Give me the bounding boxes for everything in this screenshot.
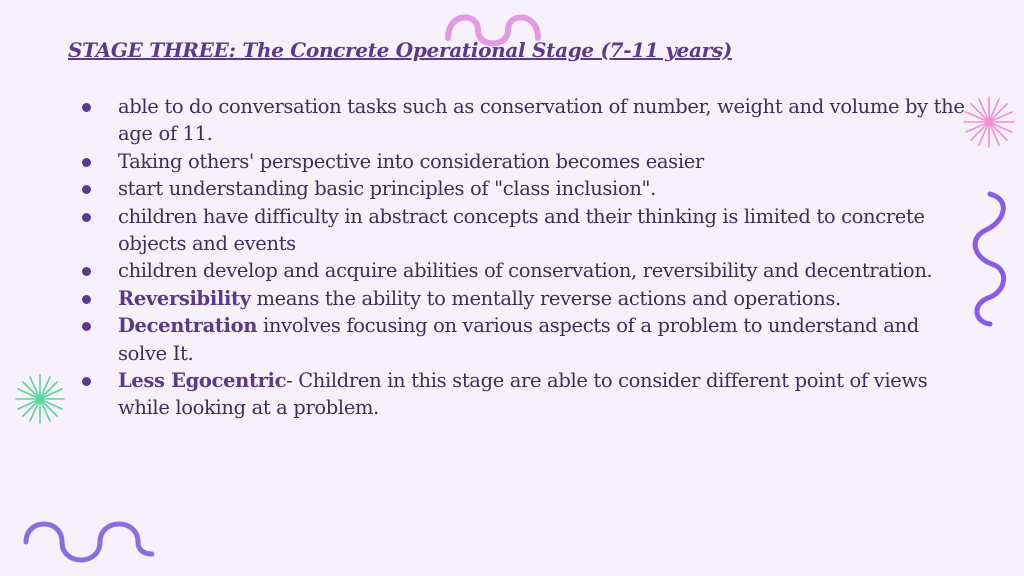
bullet-icon xyxy=(82,185,91,194)
bullet-term: Decentration xyxy=(118,314,258,338)
starburst-icon xyxy=(14,373,66,425)
bullet-text: able to do conversation tasks such as conservation of number, weight and volume by the age of 11. xyxy=(118,95,965,146)
bullet-item xyxy=(78,312,968,367)
bullet-icon xyxy=(82,322,91,331)
bullet-text: - Children in this stage are able to consider different point of views while looking at a problem. xyxy=(118,369,928,420)
starburst-icon xyxy=(962,95,1016,149)
bullet-term: Less Egocentric xyxy=(118,369,287,393)
bullet-icon xyxy=(82,213,91,222)
bullet-item xyxy=(78,93,968,148)
bullet-icon xyxy=(82,295,91,304)
bullet-item xyxy=(78,175,968,202)
bullet-text: start understanding basic principles of "class inclusion". xyxy=(118,177,657,201)
bullet-item xyxy=(78,367,968,422)
slide-title: STAGE THREE: The Concrete Operational Stage (7-11 years) xyxy=(68,38,732,62)
bullet-text: means the ability to mentally reverse actions and operations. xyxy=(250,286,841,310)
bullet-text: Taking others' perspective into consideration becomes easier xyxy=(118,149,704,173)
bullet-term: Reversibility xyxy=(118,286,251,310)
bullet-item xyxy=(78,285,968,312)
squiggle-icon xyxy=(968,188,1012,328)
bullet-text: children have difficulty in abstract concepts and their thinking is limited to concrete objects and events xyxy=(118,204,925,256)
bullet-icon xyxy=(82,377,91,386)
bullet-icon xyxy=(82,158,91,167)
bullet-icon xyxy=(82,267,91,276)
bullet-list xyxy=(78,93,968,422)
bullet-text: involves focusing on various aspects of a problem to understand and solve It. xyxy=(118,314,919,365)
bullet-icon xyxy=(82,103,91,112)
bullet-text: children develop and acquire abilities of conservation, reversibility and decentration. xyxy=(118,259,933,283)
wave-icon xyxy=(20,520,160,568)
bullet-item xyxy=(78,203,968,258)
bullet-item xyxy=(78,257,968,284)
bullet-item xyxy=(78,148,968,175)
